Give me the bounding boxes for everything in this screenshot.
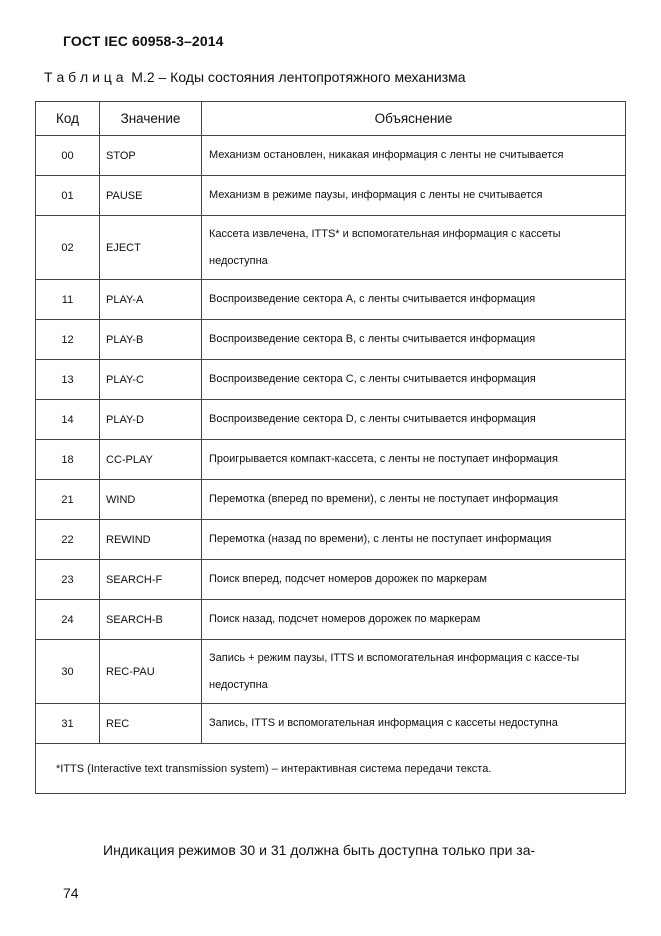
value-cell: PLAY-D [100, 400, 202, 440]
value-cell: PAUSE [100, 176, 202, 216]
table-row [36, 440, 626, 480]
code-cell: 12 [36, 320, 100, 360]
table-row [36, 136, 626, 176]
value-cell: WIND [100, 480, 202, 520]
table-row [36, 600, 626, 640]
table-row [36, 704, 626, 744]
code-cell: 24 [36, 600, 100, 640]
explanation-cell: Воспроизведение сектора В, с ленты считывается информация [202, 320, 626, 360]
standard-header: ГОСТ IEC 60958-3–2014 [63, 33, 224, 49]
code-cell: 30 [36, 640, 100, 704]
code-cell: 02 [36, 216, 100, 280]
explanation-cell: Воспроизведение сектора С, с ленты считывается информация [202, 360, 626, 400]
body-paragraph: Индикация режимов 30 и 31 должна быть доступна только при за- [103, 842, 536, 858]
status-codes-table [35, 101, 626, 794]
value-cell: PLAY-C [100, 360, 202, 400]
column-header-code: Код [36, 102, 100, 136]
code-cell: 01 [36, 176, 100, 216]
explanation-cell: Запись + режим паузы, ITTS и вспомогательная информация с кассе-ты недоступна [202, 640, 626, 704]
code-cell: 31 [36, 704, 100, 744]
explanation-cell: Запись, ITTS и вспомогательная информация с кассеты недоступна [202, 704, 626, 744]
page-number: 74 [63, 885, 79, 901]
value-cell: EJECT [100, 216, 202, 280]
explanation-cell: Поиск назад, подсчет номеров дорожек по маркерам [202, 600, 626, 640]
table-footnote: *ITTS (Interactive text transmission system) – интерактивная система передачи текста. [36, 744, 626, 794]
explanation-cell: Механизм остановлен, никакая информация с ленты не считывается [202, 136, 626, 176]
explanation-cell: Проигрывается компакт-кассета, с ленты не поступает информация [202, 440, 626, 480]
table-row [36, 360, 626, 400]
explanation-cell: Кассета извлечена, ITTS* и вспомогательная информация с кассеты недоступна [202, 216, 626, 280]
table-row [36, 480, 626, 520]
table-row [36, 176, 626, 216]
code-cell: 14 [36, 400, 100, 440]
code-cell: 23 [36, 560, 100, 600]
table-row [36, 640, 626, 704]
column-header-value: Значение [100, 102, 202, 136]
explanation-cell: Перемотка (вперед по времени), с ленты не поступает информация [202, 480, 626, 520]
table-caption: Т а б л и ц а М.2 – Коды состояния лентопротяжного механизма [44, 69, 466, 85]
code-cell: 11 [36, 280, 100, 320]
column-header-explanation: Объяснение [202, 102, 626, 136]
code-cell: 18 [36, 440, 100, 480]
value-cell: PLAY-B [100, 320, 202, 360]
explanation-cell: Воспроизведение сектора D, с ленты считывается информация [202, 400, 626, 440]
value-cell: PLAY-A [100, 280, 202, 320]
table-row [36, 280, 626, 320]
code-cell: 13 [36, 360, 100, 400]
table-header-row [36, 102, 626, 136]
table-footnote-row [36, 744, 626, 794]
table-row [36, 560, 626, 600]
table-row [36, 400, 626, 440]
table-row [36, 320, 626, 360]
code-cell: 00 [36, 136, 100, 176]
explanation-cell: Механизм в режиме паузы, информация с ленты не считывается [202, 176, 626, 216]
explanation-cell: Поиск вперед, подсчет номеров дорожек по маркерам [202, 560, 626, 600]
value-cell: REC [100, 704, 202, 744]
value-cell: REC-PAU [100, 640, 202, 704]
value-cell: CC-PLAY [100, 440, 202, 480]
value-cell: SEARCH-B [100, 600, 202, 640]
code-cell: 22 [36, 520, 100, 560]
code-cell: 21 [36, 480, 100, 520]
value-cell: REWIND [100, 520, 202, 560]
explanation-cell: Перемотка (назад по времени), с ленты не поступает информация [202, 520, 626, 560]
value-cell: SEARCH-F [100, 560, 202, 600]
table-row [36, 520, 626, 560]
explanation-cell: Воспроизведение сектора А, с ленты считывается информация [202, 280, 626, 320]
table-row [36, 216, 626, 280]
value-cell: STOP [100, 136, 202, 176]
